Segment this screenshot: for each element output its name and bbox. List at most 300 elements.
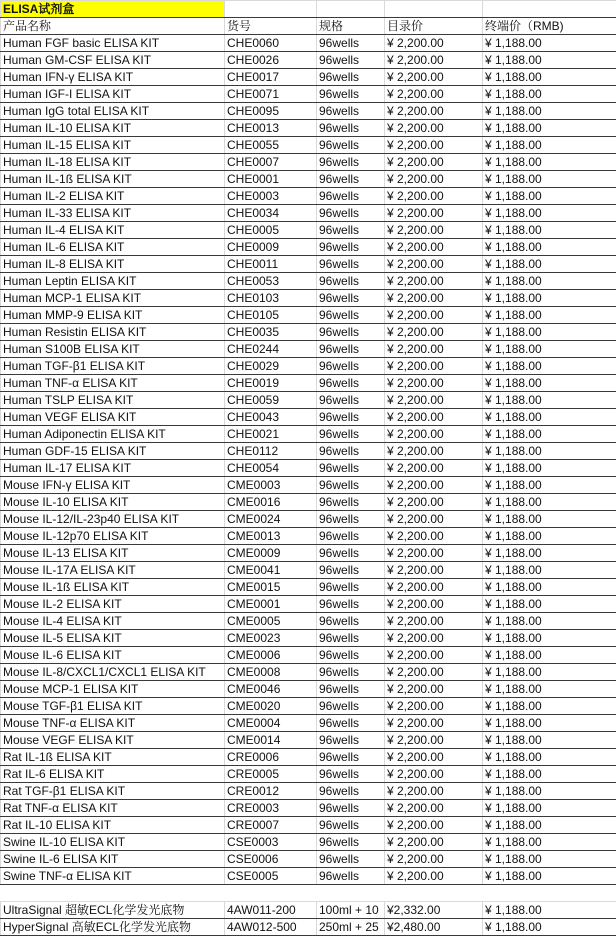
end-price-cell[interactable]: ¥ 1,188.00 [483, 290, 616, 307]
table-row [1, 562, 616, 579]
product-name-cell[interactable]: Mouse IL-6 ELISA KIT [1, 647, 225, 664]
spec-cell[interactable]: 96wells [317, 562, 385, 579]
list-price-cell[interactable]: ¥ 2,200.00 [385, 137, 483, 154]
end-price-cell[interactable]: ¥ 1,188.00 [483, 851, 616, 868]
list-price-cell[interactable]: ¥ 2,200.00 [385, 613, 483, 630]
end-price-cell[interactable]: ¥ 1,188.00 [483, 341, 616, 358]
table-row [1, 477, 616, 494]
product-name-cell[interactable]: Human IL-8 ELISA KIT [1, 256, 225, 273]
catalog-no-cell[interactable]: CHE0103 [225, 290, 317, 307]
list-price-cell[interactable]: ¥ 2,200.00 [385, 52, 483, 69]
header-end-price[interactable]: 终端价（RMB) [483, 18, 616, 35]
product-name-cell[interactable]: Mouse IL-10 ELISA KIT [1, 494, 225, 511]
end-price-cell[interactable]: ¥ 1,188.00 [483, 749, 616, 766]
spec-cell[interactable]: 96wells [317, 545, 385, 562]
list-price-cell[interactable]: ¥ 2,200.00 [385, 800, 483, 817]
product-name-cell[interactable]: Human IL-1ß ELISA KIT [1, 171, 225, 188]
table-row [1, 494, 616, 511]
spec-cell[interactable]: 96wells [317, 171, 385, 188]
list-price-cell[interactable]: ¥ 2,200.00 [385, 375, 483, 392]
product-name-cell[interactable]: Mouse IL-12/IL-23p40 ELISA KIT [1, 511, 225, 528]
spec-cell[interactable]: 96wells [317, 579, 385, 596]
product-name-cell[interactable]: Mouse VEGF ELISA KIT [1, 732, 225, 749]
empty-cell[interactable] [385, 885, 483, 902]
catalog-no-cell[interactable]: CME0003 [225, 477, 317, 494]
end-price-cell[interactable]: ¥ 1,188.00 [483, 664, 616, 681]
catalog-no-cell[interactable]: CME0024 [225, 511, 317, 528]
end-price-cell[interactable]: ¥ 1,188.00 [483, 409, 616, 426]
spec-cell[interactable]: 96wells [317, 69, 385, 86]
list-price-cell[interactable]: ¥ 2,200.00 [385, 511, 483, 528]
end-price-cell[interactable]: ¥ 1,188.00 [483, 494, 616, 511]
end-price-cell[interactable]: ¥ 1,188.00 [483, 273, 616, 290]
catalog-no-cell[interactable]: CME0001 [225, 596, 317, 613]
spec-cell[interactable]: 96wells [317, 511, 385, 528]
product-name-cell[interactable]: Rat TGF-β1 ELISA KIT [1, 783, 225, 800]
end-price-cell[interactable]: ¥ 1,188.00 [483, 596, 616, 613]
table-row [1, 511, 616, 528]
product-name-cell[interactable]: Mouse IL-8/CXCL1/CXCL1 ELISA KIT [1, 664, 225, 681]
list-price-cell[interactable]: ¥ 2,200.00 [385, 86, 483, 103]
product-name-cell[interactable]: Human IL-10 ELISA KIT [1, 120, 225, 137]
product-name-cell[interactable]: Human TNF-α ELISA KIT [1, 375, 225, 392]
spec-cell[interactable]: 96wells [317, 868, 385, 885]
end-price-cell[interactable]: ¥ 1,188.00 [483, 681, 616, 698]
spec-cell[interactable]: 96wells [317, 239, 385, 256]
catalog-no-cell[interactable]: CRE0003 [225, 800, 317, 817]
catalog-no-cell[interactable]: CME0046 [225, 681, 317, 698]
end-price-cell[interactable]: ¥ 1,188.00 [483, 477, 616, 494]
spec-cell[interactable]: 96wells [317, 494, 385, 511]
catalog-no-cell[interactable]: CHE0021 [225, 426, 317, 443]
spec-cell[interactable]: 96wells [317, 715, 385, 732]
end-price-cell[interactable]: ¥ 1,188.00 [483, 375, 616, 392]
catalog-no-cell[interactable]: CHE0009 [225, 239, 317, 256]
spec-cell[interactable]: 96wells [317, 800, 385, 817]
list-price-cell[interactable]: ¥ 2,200.00 [385, 443, 483, 460]
list-price-cell[interactable]: ¥ 2,200.00 [385, 290, 483, 307]
product-name-cell[interactable]: Human TGF-β1 ELISA KIT [1, 358, 225, 375]
product-name-cell[interactable]: Human Adiponectin ELISA KIT [1, 426, 225, 443]
catalog-no-cell[interactable]: CHE0034 [225, 205, 317, 222]
list-price-cell[interactable]: ¥ 2,200.00 [385, 358, 483, 375]
spec-cell[interactable]: 100ml + 10 [317, 902, 385, 919]
product-name-cell[interactable]: Mouse IFN-γ ELISA KIT [1, 477, 225, 494]
spec-cell[interactable]: 96wells [317, 392, 385, 409]
end-price-cell[interactable]: ¥ 1,188.00 [483, 630, 616, 647]
product-name-cell[interactable]: Human IL-17 ELISA KIT [1, 460, 225, 477]
catalog-no-cell[interactable]: CHE0005 [225, 222, 317, 239]
list-price-cell[interactable]: ¥ 2,200.00 [385, 256, 483, 273]
spec-cell[interactable]: 96wells [317, 783, 385, 800]
list-price-cell[interactable]: ¥ 2,200.00 [385, 324, 483, 341]
catalog-no-cell[interactable]: CHE0053 [225, 273, 317, 290]
end-price-cell[interactable]: ¥ 1,188.00 [483, 528, 616, 545]
spec-cell[interactable]: 96wells [317, 528, 385, 545]
spec-cell[interactable]: 96wells [317, 324, 385, 341]
catalog-no-cell[interactable]: CHE0112 [225, 443, 317, 460]
table-row [1, 698, 616, 715]
spec-cell[interactable]: 96wells [317, 613, 385, 630]
spec-cell[interactable]: 96wells [317, 307, 385, 324]
catalog-no-cell[interactable]: CME0023 [225, 630, 317, 647]
spec-cell[interactable]: 96wells [317, 426, 385, 443]
product-name-cell[interactable]: Rat TNF-α ELISA KIT [1, 800, 225, 817]
spec-cell[interactable]: 96wells [317, 681, 385, 698]
product-name-cell[interactable]: Mouse MCP-1 ELISA KIT [1, 681, 225, 698]
list-price-cell[interactable]: ¥ 2,200.00 [385, 783, 483, 800]
end-price-cell[interactable]: ¥ 1,188.00 [483, 579, 616, 596]
end-price-cell[interactable]: ¥ 1,188.00 [483, 205, 616, 222]
list-price-cell[interactable]: ¥ 2,200.00 [385, 154, 483, 171]
product-name-cell[interactable]: Mouse IL-4 ELISA KIT [1, 613, 225, 630]
end-price-cell[interactable]: ¥ 1,188.00 [483, 766, 616, 783]
table-row [1, 528, 616, 545]
product-name-cell[interactable]: Swine IL-6 ELISA KIT [1, 851, 225, 868]
list-price-cell[interactable]: ¥ 2,200.00 [385, 698, 483, 715]
end-price-cell[interactable]: ¥ 1,188.00 [483, 800, 616, 817]
end-price-cell[interactable]: ¥ 1,188.00 [483, 358, 616, 375]
catalog-no-cell[interactable]: CHE0059 [225, 392, 317, 409]
table-row [1, 205, 616, 222]
end-price-cell[interactable]: ¥ 1,188.00 [483, 120, 616, 137]
catalog-no-cell[interactable]: CME0016 [225, 494, 317, 511]
catalog-no-cell[interactable]: CHE0013 [225, 120, 317, 137]
spec-cell[interactable]: 96wells [317, 290, 385, 307]
catalog-no-cell[interactable]: CHE0019 [225, 375, 317, 392]
product-name-cell[interactable]: Swine IL-10 ELISA KIT [1, 834, 225, 851]
catalog-no-cell[interactable]: CRE0005 [225, 766, 317, 783]
end-price-cell[interactable]: ¥ 1,188.00 [483, 902, 616, 919]
product-name-cell[interactable]: HyperSignal 高敏ECL化学发光底物 [1, 919, 225, 936]
spec-cell[interactable]: 96wells [317, 630, 385, 647]
product-name-cell[interactable]: Human MCP-1 ELISA KIT [1, 290, 225, 307]
product-name-cell[interactable]: Human Leptin ELISA KIT [1, 273, 225, 290]
end-price-cell[interactable]: ¥ 1,188.00 [483, 732, 616, 749]
end-price-cell[interactable]: ¥ 1,188.00 [483, 392, 616, 409]
product-name-cell[interactable]: Human Resistin ELISA KIT [1, 324, 225, 341]
catalog-no-cell[interactable]: CME0008 [225, 664, 317, 681]
list-price-cell[interactable]: ¥ 2,200.00 [385, 596, 483, 613]
spec-cell[interactable]: 96wells [317, 103, 385, 120]
table-row [1, 120, 616, 137]
table-row [1, 732, 616, 749]
end-price-cell[interactable]: ¥ 1,188.00 [483, 188, 616, 205]
product-name-cell[interactable]: Rat IL-6 ELISA KIT [1, 766, 225, 783]
catalog-no-cell[interactable]: CSE0005 [225, 868, 317, 885]
empty-cell[interactable] [317, 1, 385, 18]
catalog-no-cell[interactable]: CME0014 [225, 732, 317, 749]
spec-cell[interactable]: 96wells [317, 222, 385, 239]
product-name-cell[interactable]: Human TSLP ELISA KIT [1, 392, 225, 409]
list-price-cell[interactable]: ¥ 2,200.00 [385, 834, 483, 851]
table-row [1, 851, 616, 868]
empty-cell[interactable] [385, 1, 483, 18]
list-price-cell[interactable]: ¥ 2,200.00 [385, 817, 483, 834]
table-row [1, 834, 616, 851]
catalog-no-cell[interactable]: CHE0011 [225, 256, 317, 273]
spec-cell[interactable]: 96wells [317, 749, 385, 766]
catalog-no-cell[interactable]: CME0009 [225, 545, 317, 562]
list-price-cell[interactable]: ¥ 2,200.00 [385, 273, 483, 290]
catalog-no-cell[interactable]: CHE0043 [225, 409, 317, 426]
header-spec[interactable]: 规格 [317, 18, 385, 35]
product-name-cell[interactable]: Rat IL-1ß ELISA KIT [1, 749, 225, 766]
table-row [1, 902, 616, 919]
product-name-cell[interactable]: Human FGF basic ELISA KIT [1, 35, 225, 52]
catalog-no-cell[interactable]: CHE0054 [225, 460, 317, 477]
list-price-cell[interactable]: ¥ 2,200.00 [385, 409, 483, 426]
spec-cell[interactable]: 250ml + 25 [317, 919, 385, 936]
catalog-no-cell[interactable]: CME0006 [225, 647, 317, 664]
list-price-cell[interactable]: ¥ 2,200.00 [385, 715, 483, 732]
spec-cell[interactable]: 96wells [317, 698, 385, 715]
sheet-title[interactable]: ELISA试剂盒 [1, 1, 225, 18]
product-name-cell[interactable]: Human IL-18 ELISA KIT [1, 154, 225, 171]
list-price-cell[interactable]: ¥ 2,200.00 [385, 494, 483, 511]
product-name-cell[interactable]: Human IL-4 ELISA KIT [1, 222, 225, 239]
end-price-cell[interactable]: ¥ 1,188.00 [483, 52, 616, 69]
product-name-cell[interactable]: Human S100B ELISA KIT [1, 341, 225, 358]
end-price-cell[interactable]: ¥ 1,188.00 [483, 783, 616, 800]
list-price-cell[interactable]: ¥ 2,200.00 [385, 732, 483, 749]
list-price-cell[interactable]: ¥ 2,200.00 [385, 664, 483, 681]
catalog-no-cell[interactable]: CME0041 [225, 562, 317, 579]
empty-cell[interactable] [483, 885, 616, 902]
product-name-cell[interactable]: Human IFN-γ ELISA KIT [1, 69, 225, 86]
list-price-cell[interactable]: ¥ 2,200.00 [385, 681, 483, 698]
product-name-cell[interactable]: Human GDF-15 ELISA KIT [1, 443, 225, 460]
header-catalog-no[interactable]: 货号 [225, 18, 317, 35]
spec-cell[interactable]: 96wells [317, 86, 385, 103]
header-product-name[interactable]: 产品名称 [1, 18, 225, 35]
spec-cell[interactable]: 96wells [317, 817, 385, 834]
end-price-cell[interactable]: ¥ 1,188.00 [483, 324, 616, 341]
product-name-cell[interactable]: Mouse IL-2 ELISA KIT [1, 596, 225, 613]
spec-cell[interactable]: 96wells [317, 443, 385, 460]
end-price-cell[interactable]: ¥ 1,188.00 [483, 69, 616, 86]
list-price-cell[interactable]: ¥ 2,200.00 [385, 69, 483, 86]
catalog-no-cell[interactable]: CME0015 [225, 579, 317, 596]
catalog-no-cell[interactable]: CHE0003 [225, 188, 317, 205]
catalog-no-cell[interactable]: CRE0006 [225, 749, 317, 766]
spec-cell[interactable]: 96wells [317, 375, 385, 392]
list-price-cell[interactable]: ¥ 2,200.00 [385, 749, 483, 766]
table-row [1, 290, 616, 307]
catalog-no-cell[interactable]: CHE0001 [225, 171, 317, 188]
catalog-no-cell[interactable]: CHE0007 [225, 154, 317, 171]
catalog-no-cell[interactable]: 4AW011-200 [225, 902, 317, 919]
empty-cell[interactable] [483, 1, 616, 18]
spec-cell[interactable]: 96wells [317, 664, 385, 681]
product-name-cell[interactable]: Mouse IL-13 ELISA KIT [1, 545, 225, 562]
spec-cell[interactable]: 96wells [317, 137, 385, 154]
end-price-cell[interactable]: ¥ 1,188.00 [483, 647, 616, 664]
list-price-cell[interactable]: ¥ 2,200.00 [385, 766, 483, 783]
spec-cell[interactable]: 96wells [317, 477, 385, 494]
list-price-cell[interactable]: ¥2,480.00 [385, 919, 483, 936]
end-price-cell[interactable]: ¥ 1,188.00 [483, 35, 616, 52]
end-price-cell[interactable]: ¥ 1,188.00 [483, 919, 616, 936]
end-price-cell[interactable]: ¥ 1,188.00 [483, 239, 616, 256]
end-price-cell[interactable]: ¥ 1,188.00 [483, 715, 616, 732]
product-name-cell[interactable]: Human IGF-I ELISA KIT [1, 86, 225, 103]
list-price-cell[interactable]: ¥ 2,200.00 [385, 545, 483, 562]
product-name-cell[interactable]: Mouse TGF-β1 ELISA KIT [1, 698, 225, 715]
product-name-cell[interactable]: Human IgG total ELISA KIT [1, 103, 225, 120]
list-price-cell[interactable]: ¥ 2,200.00 [385, 630, 483, 647]
header-list-price[interactable]: 目录价 [385, 18, 483, 35]
spec-cell[interactable]: 96wells [317, 52, 385, 69]
spec-cell[interactable]: 96wells [317, 460, 385, 477]
catalog-no-cell[interactable]: CHE0095 [225, 103, 317, 120]
list-price-cell[interactable]: ¥ 2,200.00 [385, 851, 483, 868]
table-row [1, 579, 616, 596]
end-price-cell[interactable]: ¥ 1,188.00 [483, 511, 616, 528]
product-name-cell[interactable]: Mouse IL-1ß ELISA KIT [1, 579, 225, 596]
end-price-cell[interactable]: ¥ 1,188.00 [483, 460, 616, 477]
end-price-cell[interactable]: ¥ 1,188.00 [483, 307, 616, 324]
spec-cell[interactable]: 96wells [317, 154, 385, 171]
list-price-cell[interactable]: ¥ 2,200.00 [385, 103, 483, 120]
table-row [1, 392, 616, 409]
empty-cell[interactable] [225, 885, 317, 902]
list-price-cell[interactable]: ¥ 2,200.00 [385, 205, 483, 222]
catalog-no-cell[interactable]: CHE0105 [225, 307, 317, 324]
product-name-cell[interactable]: Human MMP-9 ELISA KIT [1, 307, 225, 324]
table-row [1, 273, 616, 290]
catalog-no-cell[interactable]: CRE0012 [225, 783, 317, 800]
catalog-no-cell[interactable]: CME0005 [225, 613, 317, 630]
catalog-no-cell[interactable]: CSE0006 [225, 851, 317, 868]
list-price-cell[interactable]: ¥ 2,200.00 [385, 562, 483, 579]
spec-cell[interactable]: 96wells [317, 205, 385, 222]
spec-cell[interactable]: 96wells [317, 273, 385, 290]
end-price-cell[interactable]: ¥ 1,188.00 [483, 222, 616, 239]
end-price-cell[interactable]: ¥ 1,188.00 [483, 137, 616, 154]
catalog-no-cell[interactable]: CRE0007 [225, 817, 317, 834]
end-price-cell[interactable]: ¥ 1,188.00 [483, 154, 616, 171]
spec-cell[interactable]: 96wells [317, 596, 385, 613]
product-name-cell[interactable]: Mouse IL-17A ELISA KIT [1, 562, 225, 579]
end-price-cell[interactable]: ¥ 1,188.00 [483, 562, 616, 579]
spec-cell[interactable]: 96wells [317, 188, 385, 205]
spec-cell[interactable]: 96wells [317, 256, 385, 273]
list-price-cell[interactable]: ¥ 2,200.00 [385, 171, 483, 188]
spec-cell[interactable]: 96wells [317, 732, 385, 749]
product-name-cell[interactable]: Human IL-33 ELISA KIT [1, 205, 225, 222]
empty-cell[interactable] [225, 1, 317, 18]
list-price-cell[interactable]: ¥ 2,200.00 [385, 579, 483, 596]
table-row [1, 222, 616, 239]
list-price-cell[interactable]: ¥ 2,200.00 [385, 341, 483, 358]
catalog-no-cell[interactable]: CHE0029 [225, 358, 317, 375]
product-name-cell[interactable]: Rat IL-10 ELISA KIT [1, 817, 225, 834]
product-name-cell[interactable]: Swine TNF-α ELISA KIT [1, 868, 225, 885]
end-price-cell[interactable]: ¥ 1,188.00 [483, 171, 616, 188]
table-row [1, 324, 616, 341]
spec-cell[interactable]: 96wells [317, 409, 385, 426]
catalog-no-cell[interactable]: CHE0244 [225, 341, 317, 358]
spec-cell[interactable]: 96wells [317, 647, 385, 664]
product-name-cell[interactable]: Human GM-CSF ELISA KIT [1, 52, 225, 69]
list-price-cell[interactable]: ¥ 2,200.00 [385, 222, 483, 239]
product-name-cell[interactable]: UltraSignal 超敏ECL化学发光底物 [1, 902, 225, 919]
list-price-cell[interactable]: ¥ 2,200.00 [385, 307, 483, 324]
spec-cell[interactable]: 96wells [317, 358, 385, 375]
spec-cell[interactable]: 96wells [317, 766, 385, 783]
catalog-no-cell[interactable]: CHE0026 [225, 52, 317, 69]
empty-cell[interactable] [317, 885, 385, 902]
list-price-cell[interactable]: ¥ 2,200.00 [385, 188, 483, 205]
table-row [1, 460, 616, 477]
catalog-no-cell[interactable]: CME0020 [225, 698, 317, 715]
list-price-cell[interactable]: ¥ 2,200.00 [385, 392, 483, 409]
catalog-no-cell[interactable]: CHE0035 [225, 324, 317, 341]
catalog-no-cell[interactable]: CME0004 [225, 715, 317, 732]
product-name-cell[interactable]: Mouse IL-5 ELISA KIT [1, 630, 225, 647]
end-price-cell[interactable]: ¥ 1,188.00 [483, 545, 616, 562]
end-price-cell[interactable]: ¥ 1,188.00 [483, 256, 616, 273]
end-price-cell[interactable]: ¥ 1,188.00 [483, 613, 616, 630]
spec-cell[interactable]: 96wells [317, 341, 385, 358]
catalog-no-cell[interactable]: CHE0017 [225, 69, 317, 86]
table-row [1, 171, 616, 188]
list-price-cell[interactable]: ¥2,332.00 [385, 902, 483, 919]
list-price-cell[interactable]: ¥ 2,200.00 [385, 120, 483, 137]
list-price-cell[interactable]: ¥ 2,200.00 [385, 528, 483, 545]
catalog-no-cell[interactable]: CME0013 [225, 528, 317, 545]
catalog-no-cell[interactable]: 4AW012-500 [225, 919, 317, 936]
list-price-cell[interactable]: ¥ 2,200.00 [385, 35, 483, 52]
title-row [1, 1, 616, 18]
end-price-cell[interactable]: ¥ 1,188.00 [483, 868, 616, 885]
table-row [1, 817, 616, 834]
list-price-cell[interactable]: ¥ 2,200.00 [385, 239, 483, 256]
catalog-no-cell[interactable]: CHE0071 [225, 86, 317, 103]
product-name-cell[interactable]: Mouse TNF-α ELISA KIT [1, 715, 225, 732]
end-price-cell[interactable]: ¥ 1,188.00 [483, 698, 616, 715]
list-price-cell[interactable]: ¥ 2,200.00 [385, 426, 483, 443]
end-price-cell[interactable]: ¥ 1,188.00 [483, 103, 616, 120]
empty-cell[interactable] [1, 885, 225, 902]
product-name-cell[interactable]: Human IL-15 ELISA KIT [1, 137, 225, 154]
catalog-no-cell[interactable]: CSE0003 [225, 834, 317, 851]
end-price-cell[interactable]: ¥ 1,188.00 [483, 86, 616, 103]
spec-cell[interactable]: 96wells [317, 834, 385, 851]
list-price-cell[interactable]: ¥ 2,200.00 [385, 460, 483, 477]
table-row [1, 596, 616, 613]
end-price-cell[interactable]: ¥ 1,188.00 [483, 834, 616, 851]
end-price-cell[interactable]: ¥ 1,188.00 [483, 426, 616, 443]
product-name-cell[interactable]: Human VEGF ELISA KIT [1, 409, 225, 426]
list-price-cell[interactable]: ¥ 2,200.00 [385, 868, 483, 885]
end-price-cell[interactable]: ¥ 1,188.00 [483, 817, 616, 834]
spec-cell[interactable]: 96wells [317, 851, 385, 868]
catalog-no-cell[interactable]: CHE0060 [225, 35, 317, 52]
list-price-cell[interactable]: ¥ 2,200.00 [385, 477, 483, 494]
product-name-cell[interactable]: Human IL-6 ELISA KIT [1, 239, 225, 256]
spec-cell[interactable]: 96wells [317, 35, 385, 52]
product-name-cell[interactable]: Human IL-2 ELISA KIT [1, 188, 225, 205]
product-name-cell[interactable]: Mouse IL-12p70 ELISA KIT [1, 528, 225, 545]
table-row [1, 358, 616, 375]
catalog-no-cell[interactable]: CHE0055 [225, 137, 317, 154]
end-price-cell[interactable]: ¥ 1,188.00 [483, 443, 616, 460]
list-price-cell[interactable]: ¥ 2,200.00 [385, 647, 483, 664]
table-row [1, 341, 616, 358]
spec-cell[interactable]: 96wells [317, 120, 385, 137]
